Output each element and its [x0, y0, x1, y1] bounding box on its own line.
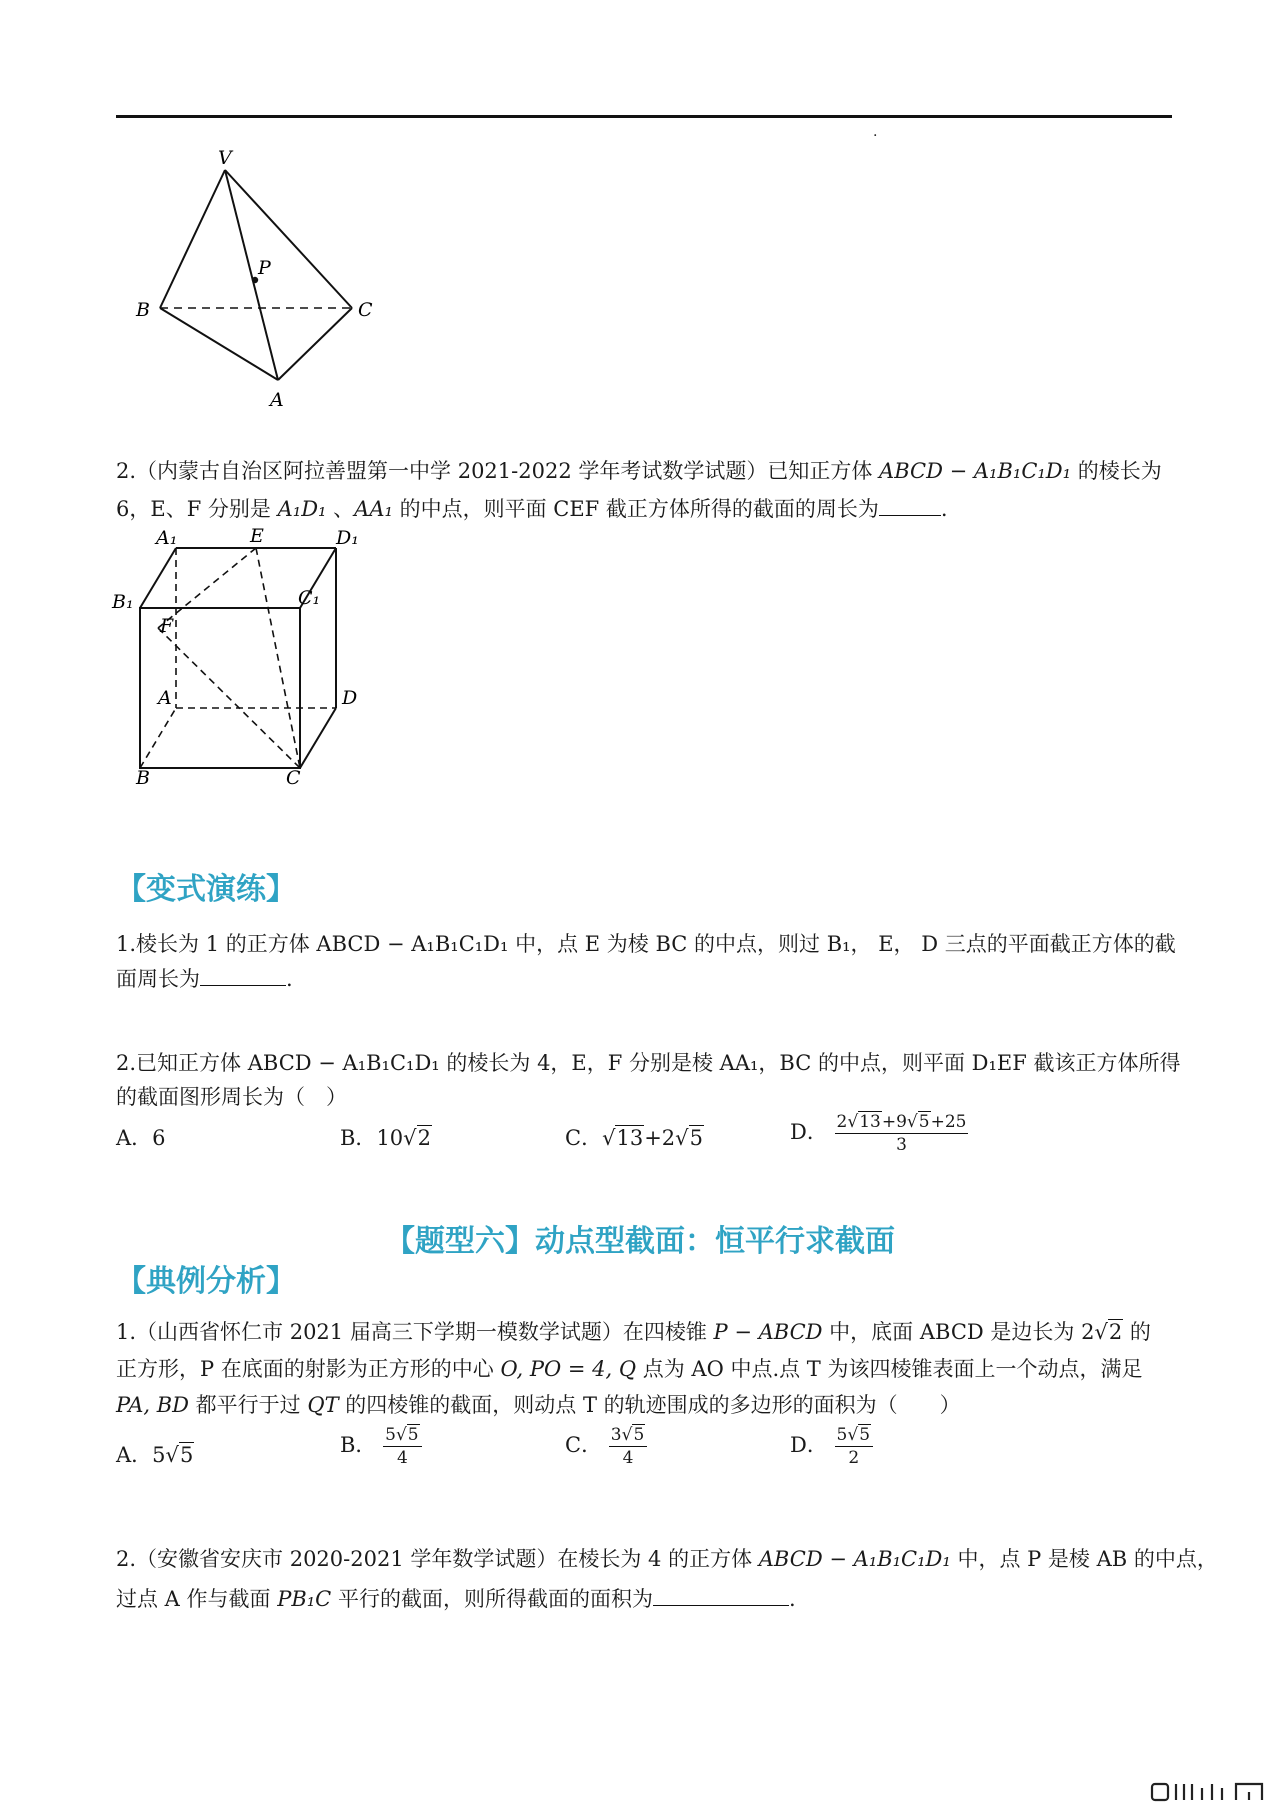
label-d1: D₁ — [336, 528, 359, 549]
label-a: A — [270, 389, 284, 411]
option-a[interactable]: A．5√5 — [116, 1443, 194, 1467]
label-b: B — [136, 299, 150, 321]
option-c[interactable]: C．√13+2√5 — [565, 1126, 703, 1150]
variant-1-line-1: 1.棱长为 1 的正方体 ABCD − A₁B₁C₁D₁ 中，点 E 为棱 BC 的中点，则过 B₁， E， D 三点的平面截正方体的截 — [116, 932, 1176, 956]
label-f: F — [160, 615, 174, 637]
example-2-line-1: 2.（安徽省安庆市 2020-2021 学年数学试题）在棱长为 4 的正方体 ABCD − A₁B₁C₁D₁ 中，点 P 是棱 AB 的中点， — [116, 1547, 1218, 1571]
answer-blank[interactable] — [879, 493, 941, 516]
section-heading-example: 【典例分析】 — [116, 1264, 296, 1299]
variant-2-line-2: 的截面图形周长为（ ） — [116, 1085, 347, 1109]
label-e: E — [250, 528, 264, 547]
label-d: D — [342, 687, 358, 709]
section-heading-type6: 【题型六】动点型截面：恒平行求截面 — [385, 1224, 895, 1259]
label-b1: B₁ — [112, 591, 134, 613]
edge-vc — [225, 170, 352, 308]
hidden-edge-ba — [140, 708, 176, 768]
edge-ca — [278, 308, 352, 380]
variant-1-line-2: 面周长为 . — [116, 960, 1176, 998]
label-p: P — [258, 257, 271, 279]
section-edge-fc — [158, 628, 300, 768]
edge-vb — [160, 170, 225, 308]
cube-figure — [110, 528, 400, 788]
fraction: $\frac{5√5}{2}$ — [835, 1425, 874, 1468]
option-c[interactable]: C． $\frac{3√5}{4}$ — [565, 1425, 647, 1468]
answer-blank[interactable] — [200, 963, 286, 986]
problem-2-line-2: 6，E、F 分别是 A₁D₁ 、AA₁ 的中点，则平面 CEF 截正方体所得的截面的周长为 . — [116, 490, 1176, 528]
label-b: B — [136, 767, 150, 788]
problem-2-line-1: 2.（内蒙古自治区阿拉善盟第一中学 2021-2022 学年考试数学试题）已知正方体 ABCD − A₁B₁C₁D₁ 的棱长为 — [116, 459, 1162, 483]
variant-2-line-1: 2.已知正方体 ABCD − A₁B₁C₁D₁ 的棱长为 4，E，F 分别是棱 AA₁，BC 的中点，则平面 D₁EF 截该正方体所得 — [116, 1051, 1181, 1075]
example-2-line-2: 过点 A 作与截面 PB₁C 平行的截面，则所得截面的面积为 . — [116, 1580, 1176, 1618]
label-c: C — [286, 767, 301, 788]
option-b[interactable]: B． $\frac{5√5}{4}$ — [340, 1425, 422, 1468]
fraction: $\frac{2√13+9√5+25}{3}$ — [836, 1112, 967, 1155]
example-1-line-3: PA, BD 都平行于过 QT 的四棱锥的截面，则动点 T 的轨迹围成的多边形的面积为（ ） — [116, 1393, 961, 1417]
label-c1: C₁ — [298, 587, 321, 609]
section-edge-ec — [256, 548, 300, 768]
label-c: C — [358, 299, 373, 321]
option-d[interactable]: D． $\frac{2√13+9√5+25}{3}$ — [790, 1112, 967, 1155]
option-d[interactable]: D． $\frac{5√5}{2}$ — [790, 1425, 873, 1468]
label-v: V — [218, 150, 232, 169]
fraction: $\frac{3√5}{4}$ — [609, 1425, 648, 1468]
option-b[interactable]: B．10√2 — [340, 1126, 431, 1150]
bar-chart-icon — [1150, 1780, 1268, 1804]
example-1-line-1: 1.（山西省怀仁市 2021 届高三下学期一模数学试题）在四棱锥 P − ABCD 中，底面 ABCD 是边长为 2√2 的 — [116, 1320, 1151, 1344]
option-a[interactable]: A．6 — [116, 1126, 166, 1150]
tetrahedron-figure — [130, 150, 380, 415]
label-a1: A₁ — [156, 528, 178, 549]
header-dot: . — [873, 124, 878, 140]
example-1-line-2: 正方形，P 在底面的射影为正方形的中心 O, PO = 4, Q 点为 AO 中点.点 T 为该四棱锥表面上一个动点，满足 — [116, 1357, 1143, 1381]
edge-ba — [160, 308, 278, 380]
section-heading-variant: 【变式演练】 — [116, 872, 296, 907]
answer-blank[interactable] — [653, 1583, 789, 1606]
label-a: A — [158, 687, 172, 709]
header-rule — [116, 115, 1172, 118]
fraction: $\frac{5√5}{4}$ — [383, 1425, 422, 1468]
